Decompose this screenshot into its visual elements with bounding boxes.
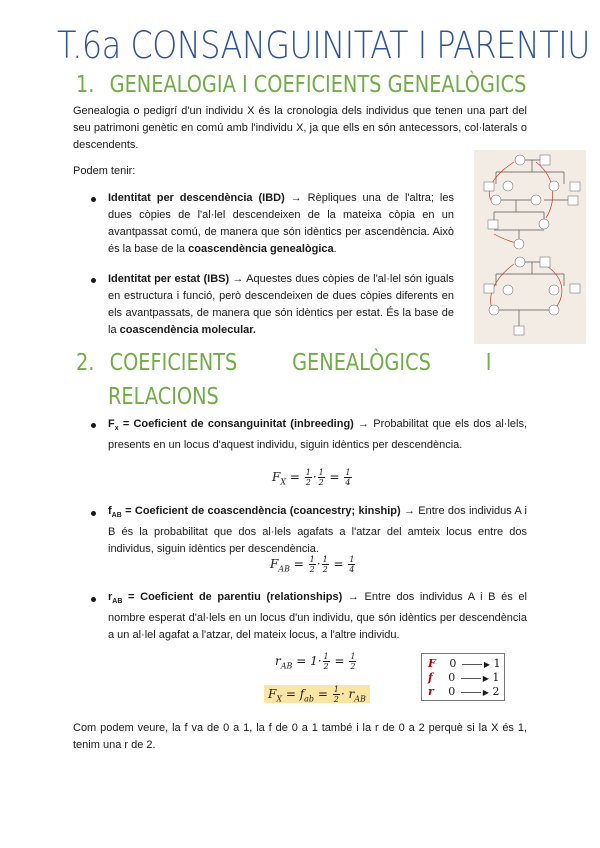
ibs-bullet bbox=[108, 271, 454, 339]
ibd-text: Rèpliques una de l'altra; les dues còpies de l'al·lel descendeixen de la mateixa còpia en un avantpassat comú, de manera que són idèntics per ascendència. Això és la base de la bbox=[108, 192, 454, 255]
legend-from: 0 bbox=[448, 685, 456, 698]
page-title: T.6a CONSANGUINITAT I PARENTIU bbox=[57, 24, 591, 67]
fab-term: = Coeficient de coascendència (coancestry; kinship) → bbox=[121, 505, 415, 517]
fab-formula: $F_{AB}$ = $\frac{1}{2}$ · $\frac{1}{2}$ = $\frac{1}{4}$ bbox=[270, 555, 355, 574]
fab-text: Entre dos individus A i B és la probabilitat que dos al·lels agafats a l'atzar del amteix locus entre dos individus, siguin idèntics per descendència. bbox=[108, 505, 527, 556]
legend-symbol: F bbox=[428, 657, 436, 670]
section-number: 2. bbox=[76, 350, 95, 376]
legend-row-f: f 0 ▶ 1 bbox=[428, 671, 500, 684]
pedigree-diagram bbox=[474, 150, 586, 344]
ibs-bold-end: coascendència molecular. bbox=[119, 324, 256, 336]
section-title: GENEALOGIA I COEFICIENTS GENEALÒGICS bbox=[109, 72, 527, 98]
fab-bullet bbox=[108, 503, 527, 558]
summary-formula: $F_X = f_{ab}$ = $\frac{1}{2}$ · $r_{AB}$ bbox=[264, 685, 370, 704]
bullet-dot bbox=[91, 597, 96, 602]
ibd-term: Identitat per descendència (IBD) → bbox=[108, 192, 302, 204]
range-legend bbox=[421, 653, 505, 701]
bullet-dot bbox=[91, 278, 96, 283]
intro-paragraph: Genealogia o pedigrí d'un individu X és la cronologia dels individus que tenen una part del seu patrimoni genètic en comú amb l'individu X, ja que ells en són antecessors, col·laterals o descendents. bbox=[73, 105, 527, 151]
legend-symbol: f bbox=[428, 671, 433, 684]
conclusion-paragraph: Com podem veure, la f va de 0 a 1, la f de 0 a 1 també i la r de 0 a 2 perquè si la X és 1, tenim una r de 2. bbox=[73, 722, 527, 751]
fx-subscript: x bbox=[114, 425, 119, 433]
fab-subscript: AB bbox=[111, 512, 122, 520]
rab-formula: $r_{AB} = 1\cdot$ $\frac{1}{2}$ = $\frac{1}{2}$ bbox=[275, 652, 356, 671]
bullet-dot bbox=[91, 511, 96, 516]
section-2-heading-line2: RELACIONS bbox=[108, 384, 219, 410]
rab-text: Entre dos individus A i B és el nombre esperat d'al·lels en un locus d'un individu, que són idèntics per descendència a un al·lel agafat a l'atzar, del mateix locus, a l'altre individu. bbox=[108, 591, 527, 642]
bullet-dot bbox=[91, 197, 96, 202]
podem-tenir-text: Podem tenir: bbox=[73, 165, 136, 177]
legend-symbol: r bbox=[428, 685, 434, 698]
fab-symbol: f bbox=[108, 505, 112, 517]
section-1-heading bbox=[76, 72, 526, 98]
fx-text: Probabilitat que els dos al·lels, presents en un locus d'aquest individu, siguin idèntics per descendència. bbox=[108, 418, 528, 452]
rab-bullet bbox=[108, 589, 527, 644]
ibd-bold-end: coascendència genealògica bbox=[188, 243, 334, 255]
bullet-dot bbox=[91, 423, 96, 428]
rab-symbol: r bbox=[108, 591, 113, 603]
ibs-term: Identitat per estat (IBS) → bbox=[108, 273, 244, 285]
ibd-end: . bbox=[333, 243, 337, 255]
legend-row-r: r 0 ▶ 2 bbox=[428, 685, 500, 698]
fx-symbol: F bbox=[108, 418, 115, 430]
section-title-line1: COEFICIENTS GENEALÒGICS I bbox=[109, 350, 492, 376]
legend-to: 1 bbox=[492, 671, 500, 684]
legend-row-F: F 0 ▶ 1 bbox=[428, 657, 501, 670]
legend-to: 1 bbox=[493, 657, 501, 670]
legend-from: 0 bbox=[449, 657, 457, 670]
fx-formula: $F_X$ = $\frac{1}{2}$ · $\frac{1}{2}$ = $\frac{1}{4}$ bbox=[272, 468, 351, 487]
rab-subscript: AB bbox=[112, 598, 123, 606]
legend-from: 0 bbox=[448, 671, 456, 684]
section-number: 1. bbox=[76, 72, 95, 98]
section-2-heading bbox=[76, 350, 492, 376]
rab-term: = Coeficient de parentiu (relationships) → bbox=[122, 591, 359, 603]
ibd-bullet bbox=[108, 190, 454, 258]
ibs-text: Aquestes dues còpies de l'al·lel són iguals en estructura i funció, però descendeixen de dues còpies diferents en els avantpassats, de manera que són idèntics per estat. És la base de la bbox=[108, 273, 454, 336]
fx-term: = Coeficient de consanguinitat (inbreeding) → bbox=[118, 418, 370, 430]
fx-bullet bbox=[108, 416, 527, 454]
legend-to: 2 bbox=[492, 685, 500, 698]
